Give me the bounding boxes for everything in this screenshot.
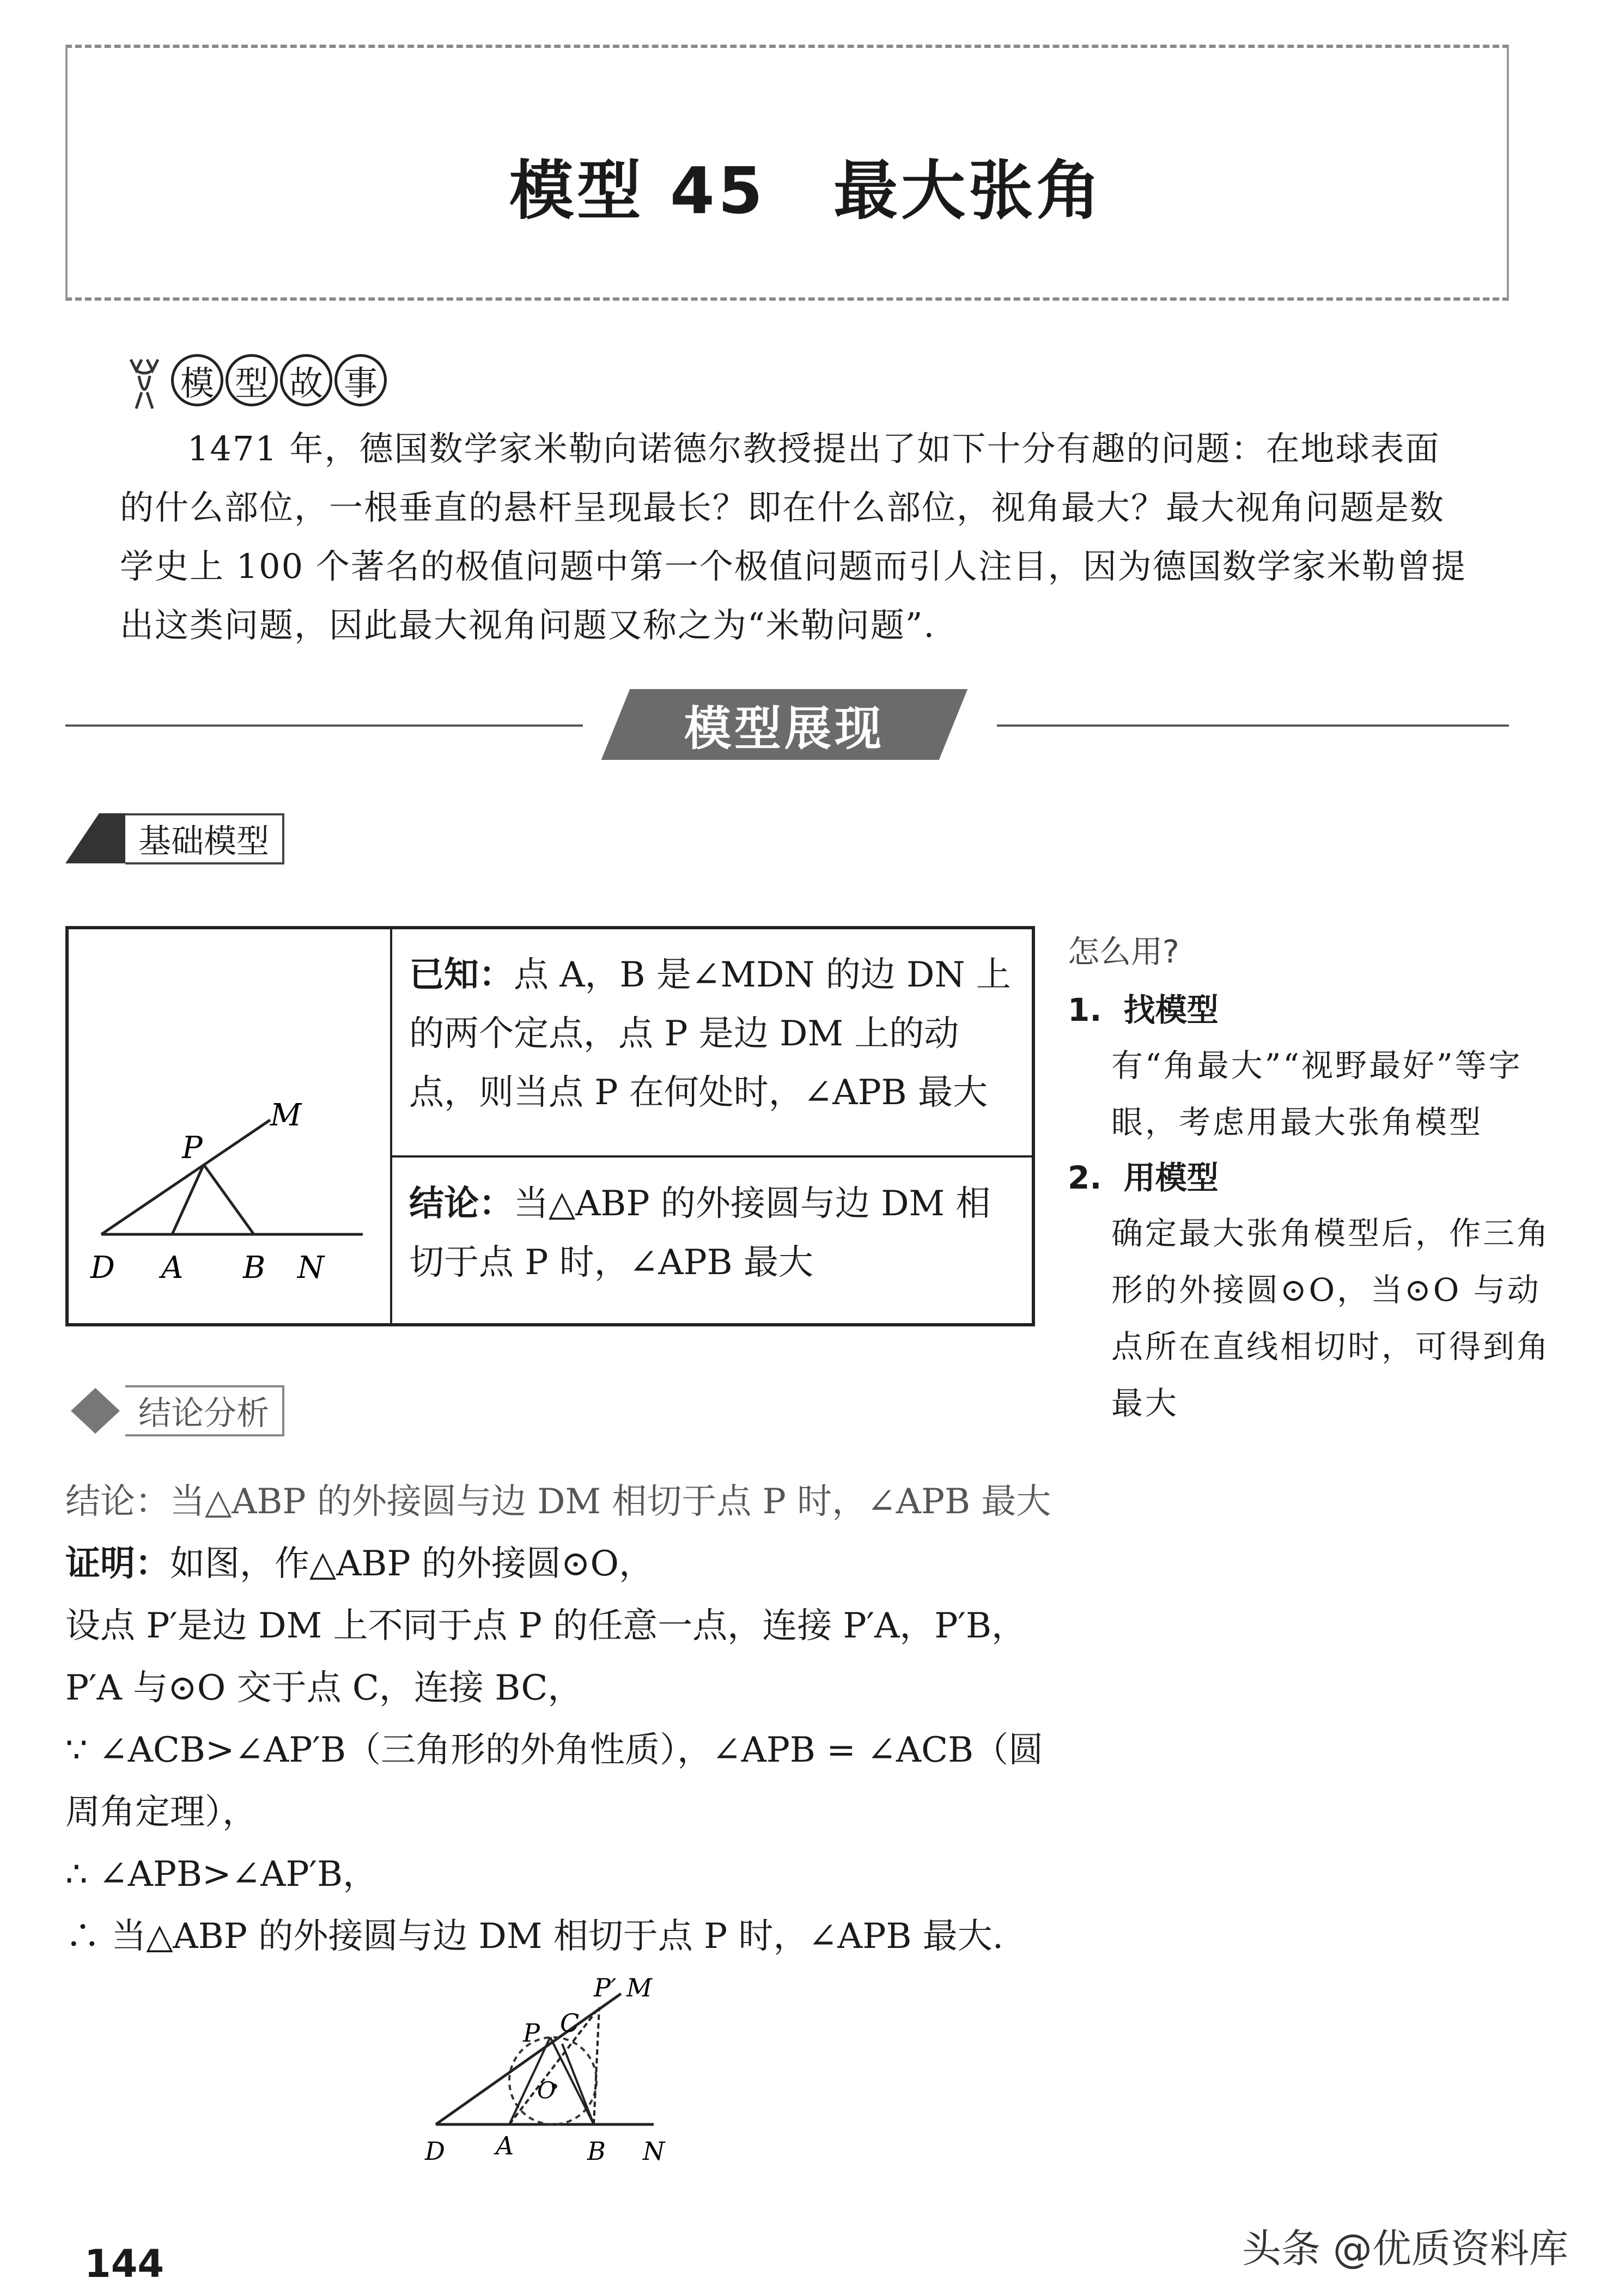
step-number: 2. [1068, 1159, 1102, 1196]
conclusion-cell [409, 1174, 1025, 1292]
banner-rule-right [997, 724, 1509, 727]
step-item [1068, 983, 1558, 1150]
conclusion-text: 当△ABP 的外接圆与边 DM 相切于点 P 时，∠APB 最大 [409, 1184, 991, 1283]
proof-line: 设点 P′是边 DM 上不同于点 P 的任意一点，连接 P′A，P′B，P′A 与⊙O 交于点 C，连接 BC， [65, 1606, 1026, 1708]
story-heading-char: 型 [226, 354, 278, 406]
how-to-use-heading: 怎么用? [1068, 933, 1179, 970]
story-heading-char: 模 [171, 354, 223, 406]
table-divider-vertical [390, 929, 392, 1323]
label-P: P [182, 1130, 203, 1166]
label-D: D [90, 1250, 115, 1286]
label-P: P [523, 2018, 540, 2048]
basic-model-diagram [80, 995, 385, 1300]
label-A: A [496, 2131, 514, 2160]
label-D: D [425, 2136, 445, 2166]
label-B: B [243, 1250, 266, 1286]
table-divider-horizontal [392, 1155, 1032, 1158]
story-heading [120, 354, 387, 414]
step-text: 确定最大张角模型后，作三角形的外接圆⊙O，当⊙O 与动点所在直线相切时，可得到角最大 [1111, 1215, 1551, 1422]
proof-label: 证明： [65, 1544, 170, 1584]
model-table [65, 926, 1035, 1326]
known-cell [409, 946, 1025, 1122]
page-title: 模型 45 最大张角 [509, 153, 1104, 228]
proof-line: 如图，作△ABP 的外接圆⊙O， [170, 1544, 654, 1584]
label-M: M [626, 1973, 653, 2002]
known-text: 点 A，B 是∠MDN 的边 DN 上的两个定点，点 P 是边 DM 上的动点，则当点 P 在何处时，∠APB 最大 [409, 955, 1011, 1113]
label-N: N [643, 2136, 665, 2166]
proof-line: ∵ ∠ACB>∠AP′B（三角形的外角性质），∠APB = ∠ACB（圆周角定理）， [65, 1730, 1044, 1832]
how-to-use-note [1068, 926, 1558, 1432]
label-A: A [161, 1250, 184, 1286]
label-M: M [270, 1098, 302, 1133]
story-paragraph: 1471 年，德国数学家米勒向诺德尔教授提出了如下十分有趣的问题：在地球表面的什么部位，一根垂直的悬杆呈现最长？即在什么部位，视角最大？最大视角问题是数学史上 100 个著名的极值问题中第一个极值问题而引人注目，因为德国数学家米勒曾提出这类问题，因此最大视角问题又称之为“米勒问题”. [120, 429, 1466, 645]
label-P-prime: P′ [594, 1973, 617, 2002]
banner-rule-left [65, 724, 583, 727]
proof-line: ∴ 当△ABP 的外接圆与边 DM 相切于点 P 时，∠APB 最大. [65, 1916, 1004, 1957]
proof-block [65, 1471, 1073, 1968]
step-title: 找模型 [1123, 991, 1219, 1028]
diamond-icon [65, 1385, 125, 1436]
proof-line: ∴ ∠APB>∠AP′B， [65, 1854, 378, 1895]
label-B: B [587, 2136, 606, 2166]
step-item [1068, 1150, 1558, 1432]
analysis-conclusion: 结论：当△ABP 的外接圆与边 DM 相切于点 P 时，∠APB 最大 [65, 1482, 1051, 1522]
story-heading-char: 事 [334, 354, 387, 406]
page-number: 144 [84, 2242, 165, 2286]
label-N: N [297, 1250, 324, 1286]
watermark: 头条 @优质资料库 [1242, 2226, 1568, 2271]
label-C: C [560, 2008, 580, 2038]
conclusion-label: 结论： [409, 1184, 514, 1224]
known-label: 已知： [409, 955, 514, 995]
triangle-icon [65, 813, 125, 864]
story-heading-char: 故 [280, 354, 332, 406]
step-text: 有“角最大”“视野最好”等字眼，考虑用最大张角模型 [1111, 1047, 1523, 1141]
basic-model-tag [65, 812, 284, 866]
step-number: 1. [1068, 991, 1102, 1028]
label-O: O [537, 2077, 556, 2104]
step-title: 用模型 [1123, 1159, 1219, 1196]
proof-diagram [414, 1972, 697, 2173]
section-banner-title: 模型展现 [684, 702, 885, 756]
analysis-tag [65, 1384, 284, 1438]
analysis-heading: 结论分析 [125, 1385, 284, 1436]
deer-icon [120, 354, 169, 414]
basic-model-heading: 基础模型 [125, 813, 284, 864]
